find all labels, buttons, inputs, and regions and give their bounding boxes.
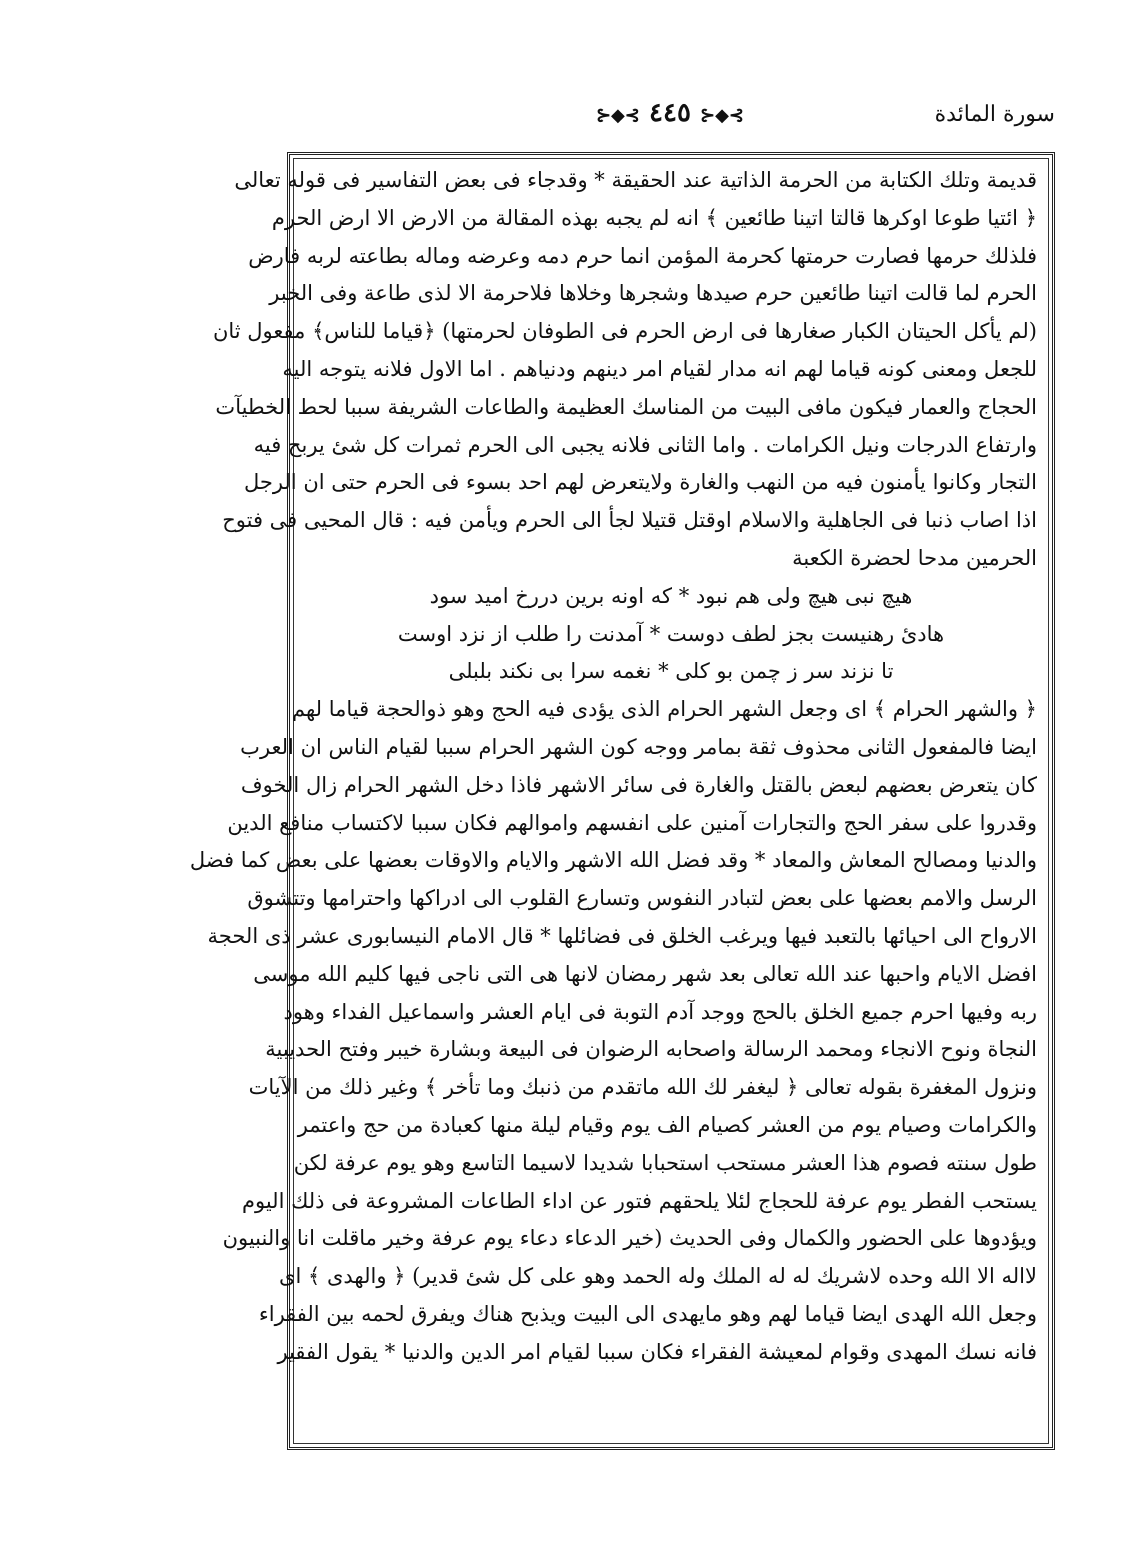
page-header — [285, 98, 1055, 138]
text-line: الحجاج والعمار فيكون مافى البيت من المناسك العظيمة والطاعات الشريفة سببا لحط الخطيآت — [215, 394, 1037, 419]
text-line: قديمة وتلك الكتابة من الحرمة الذاتية عند الحقيقة * وقدجاء فى بعض التفاسير فى قوله تعالى — [234, 168, 1037, 192]
text-line: ونزول المغفرة بقوله تعالى ﴿ ليغفر لك الله ماتقدم من ذنبك وما تأخر ﴾ وغير ذلك من الآيات — [248, 1075, 1037, 1100]
text-line: وارتفاع الدرجات ونيل الكرامات . واما الثانى فلانه يجبى الى الحرم ثمرات كل شئ يربح فيه — [253, 432, 1037, 457]
poem-verse: هيچ نبى هيچ ولى هم نبود * كه اونه برين دررخ اميد سود — [429, 583, 913, 608]
poem-verse: تا نزند سر ز چمن بو كلى * نغمه سرا بى نكند بلبلى — [448, 659, 894, 684]
text-line: كان يتعرض بعضهم لبعض بالقتل والغارة فى سائر الاشهر فاذا دخل الشهر الحرام زال الخوف — [240, 772, 1037, 797]
text-line: فانه نسك المهدى وقوام لمعيشة الفقراء فكان سببا لقيام امر الدين والدنيا * يقول الفقير — [277, 1339, 1037, 1364]
page-body — [189, 162, 1037, 1372]
text-line: لااله الا الله وحده لاشريك له له الملك وله الحمد وهو على كل شئ قدير) ﴿ والهدى ﴾ اى — [279, 1264, 1037, 1289]
text-line: (لم يأكل الحيتان الكبار صغارها فى ارض الحرم فى الطوفان لحرمتها) ﴿قياما للناس﴾ مفعول ثان — [212, 319, 1037, 344]
text-line: للجعل ومعنى كونه قياما لهم انه مدار لقيام امر دينهم ودنياهم . اما الاول فلانه يتوجه اليه — [282, 356, 1037, 381]
text-line: والكرامات وصيام يوم من العشر كصيام الف يوم وقيام ليلة منها كعبادة من حج واعتمر — [297, 1112, 1037, 1137]
text-line: وجعل الله الهدى ايضا قياما لهم وهو مايهدى الى البيت ويذبح هناك ويفرق لحمه بين الفقراء — [258, 1301, 1037, 1326]
text-line: طول سنته فصوم هذا العشر مستحب استحبابا شديدا لاسيما التاسع وهو يوم عرفة لكن — [293, 1150, 1037, 1175]
text-line: ربه وفيها احرم جميع الخلق بالحج ووجد آدم التوبة فى ايام العشر واسماعيل الفداء وهود — [283, 999, 1037, 1024]
text-line: الارواح الى احيائها بالتعبد فيها ويرغب الخلق فى فضائلها * قال الامام النيسابورى عشر ذى الحجة — [207, 923, 1037, 948]
text-line: النجاة ونوح الانجاء ومحمد الرسالة واصحابه الرضوان فى البيعة وبشارة خيبر وفتح الحديبية — [265, 1037, 1037, 1062]
page-number: ٤٤٥ — [649, 98, 691, 128]
text-line: والدنيا ومصالح المعاش والمعاد * وقد فضل الله الاشهر والايام والاوقات بعضها على بعض كما فضل — [189, 848, 1037, 873]
page-number-block — [596, 98, 744, 128]
poem-verse: هادئ رهنيست بجز لطف دوست * آمدنت را طلب از نزد اوست — [397, 621, 945, 646]
text-line: التجار وكانوا يأمنون فيه من النهب والغارة ولايتعرض لهم احد بسوء فى الحرم حتى ان الرجل — [243, 470, 1037, 495]
text-line: ﴿ ائتيا طوعا اوكرها قالتا اتينا طائعين ﴾ انه لم يجبه بهذه المقالة من الارض الا ارض الحرم — [271, 205, 1037, 230]
text-line: ويؤدوها على الحضور والكمال وفى الحديث (خير الدعاء دعاء يوم عرفة وخير ماقلت انا والنبيون — [222, 1226, 1037, 1251]
text-line: اذا اصاب ذنبا فى الجاهلية والاسلام اوقتل قتيلا لجأ الى الحرم ويأمن فيه : قال المحيى فى فتوح — [222, 508, 1037, 533]
text-line: فلذلك حرمها فصارت حرمتها كحرمة المؤمن انما حرم دمه وعرضه وماله بطاعته لربه فارض — [248, 243, 1037, 268]
text-line: وقدروا على سفر الحج والتجارات آمنين على انفسهم واموالهم فكان سببا لاكتساب منافع الدين — [227, 810, 1037, 835]
surah-name: سورة المائدة — [934, 102, 1055, 127]
text-line: الرسل والامم بعضها على بعض لتبادر النفوس وتسارع القلوب الى ادراكها واحترامها وتتشوق — [247, 886, 1037, 911]
text-line: الحرمين مدحا لحضرة الكعبة — [792, 545, 1037, 570]
text-line: الحرم لما قالت اتينا طائعين حرم صيدها وشجرها وخلاها فلاحرمة الا لذى طاعة وفى الخبر — [269, 281, 1037, 306]
text-line: افضل الايام واحبها عند الله تعالى بعد شهر رمضان لانها هى التى ناجى فيها كليم الله موسى — [253, 961, 1037, 986]
ornament-right-icon: ⊱◆⊰ — [700, 105, 745, 126]
ornament-left-icon: ⊱◆⊰ — [595, 105, 640, 126]
text-line: يستحب الفطر يوم عرفة للحجاج لئلا يلحقهم فتور عن اداء الطاعات المشروعة فى ذلك اليوم — [241, 1188, 1037, 1213]
text-line: ايضا فالمفعول الثانى محذوف ثقة بمامر ووجه كون الشهر الحرام سببا لقيام الناس ان العرب — [240, 734, 1037, 759]
text-line: ﴿ والشهر الحرام ﴾ اى وجعل الشهر الحرام الذى يؤدى فيه الحج وهو ذوالحجة قياما لهم — [292, 697, 1037, 722]
